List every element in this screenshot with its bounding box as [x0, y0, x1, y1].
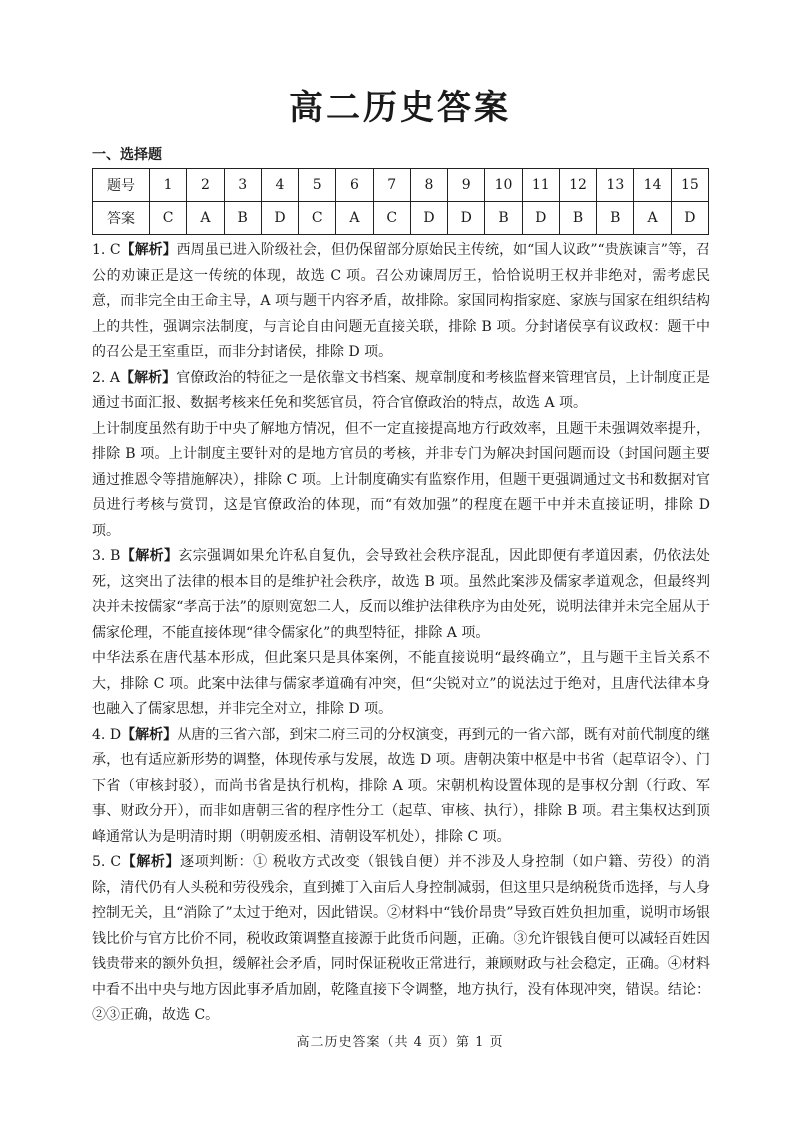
row-label-question-number: 题号: [93, 169, 150, 202]
explanation-text: 上计制度虽然有助于中央了解地方情况，但不一定直接提高地方行政效率，且题干未强调效率提升，排除 B 项。上计制度主要针对的是地方官员的考核，并非专门为解决封国问题而设（封国问题主要通过推恩令等措施解决），排除 C 项。上计制度确实有监察作用，但题干更强调通过文书和数据对官员进行考核与赏罚，这是官僚政治的体现，而“有效加强”的程度在题干中并未直接证明，排除 D 项。: [92, 420, 710, 539]
explanation-text: 玄宗强调如果允许私自复仇，会导致社会秩序混乱，因此即便有孝道因素，仍依法处死，这突出了法律的根本目的是维护社会秩序，故选 B 项。虽然此案涉及儒家孝道观念，但最终判决并未按儒家“孝高于法”的原则宽恕二人，反而以维护法律秩序为由处死，说明法律并未完全屈从于儒家伦理，不能直接体现“律令儒家化”的典型特征，排除 A 项。: [92, 548, 711, 641]
answer-cell: C: [373, 202, 410, 235]
explanations: [92, 238, 710, 1029]
explanation-text: 从唐的三省六部，到宋二府三司的分权演变，再到元的一省六部，既有对前代制度的继承，也有适应新形势的调整，体现传承与发展，故选 D 项。唐朝决策中枢是中书省（起草诏令）、门下省（审核封驳），而尚书省是执行机构，排除 A 项。宋朝机构设置体现的是事权分割（行政、军事、财政分开），而非如唐朝三省的程序性分工（起草、审核、执行），排除 B 项。君主集权达到顶峰通常认为是明清时期（明朝废丞相、清朝设军机处），排除 C 项。: [92, 726, 711, 845]
answer-cell: B: [597, 202, 634, 235]
explanation-item: [92, 723, 710, 851]
analysis-tag: 【解析】: [119, 369, 177, 386]
question-number-cell: 15: [671, 169, 708, 202]
answer-table: [92, 168, 709, 235]
answer-cell: B: [485, 202, 522, 235]
question-number-cell: 6: [336, 169, 373, 202]
analysis-tag: 【解析】: [121, 726, 178, 743]
question-number-cell: 1: [150, 169, 187, 202]
question-number-cell: 5: [299, 169, 336, 202]
answer-cell: D: [410, 202, 447, 235]
question-number-cell: 2: [187, 169, 224, 202]
question-number-cell: 8: [410, 169, 447, 202]
page-title: 高二历史答案: [289, 88, 511, 128]
answer-cell: D: [448, 202, 485, 235]
explanation-text: 官僚政治的特征之一是依靠文书档案、规章制度和考核监督来管理官员，上计制度正是通过书面汇报、数据考核来任免和奖惩官员，符合官僚政治的特点，故选 A 项。: [92, 369, 711, 411]
answer-cell: A: [187, 202, 224, 235]
analysis-tag: 【解析】: [120, 242, 177, 258]
explanation-item: [92, 544, 710, 646]
answer-row: [93, 202, 709, 235]
question-number-cell: 13: [597, 169, 634, 202]
question-number-cell: 11: [522, 169, 559, 202]
item-answer-label: 1. C: [92, 242, 121, 258]
answer-cell: D: [522, 202, 559, 235]
item-answer-label: 4. D: [92, 726, 122, 743]
explanation-text: 中华法系在唐代基本形成，但此案只是具体案例，不能直接说明“最终确立”，且与题干主旨关系不大，排除 C 项。此案中法律与儒家孝道确有冲突，但“尖锐对立”的说法过于绝对，且唐代法律本身也融入了儒家思想，并非完全对立，排除 D 项。: [92, 650, 710, 717]
question-number-cell: 9: [448, 169, 485, 202]
answer-cell: B: [224, 202, 261, 235]
explanation-item: [92, 850, 710, 1029]
page-footer: 高二历史答案（共 4 页）第 1 页: [296, 1035, 504, 1050]
explanation-text: 逐项判断：① 税收方式改变（银钱自便）并不涉及人身控制（如户籍、劳役）的消除，清代仍有人头税和劳役残余，直到摊丁入亩后人身控制减弱，但这里只是纳税货币选择，与人身控制无关，且“消除了”太过于绝对，因此错误。②材料中“钱价昂贵”导致百姓负担加重，说明市场银钱比价与官方比价不同，税收政策调整直接源于此货币问题，正确。③允许银钱自便可以减轻百姓因钱贵带来的额外负担，缓解社会矛盾，同时保证税收正常进行，兼顾财政与社会稳定，正确。④材料中看不出中央与地方因此事矛盾加剧，乾隆直接下令调整，地方执行，没有体现冲突，错误。结论：②③正确，故选 C。: [92, 854, 710, 1023]
explanation-item: [92, 238, 710, 366]
answer-cell: A: [634, 202, 671, 235]
analysis-tag: 【解析】: [121, 854, 181, 870]
explanation-continuation: [92, 417, 710, 545]
item-answer-label: 2. A: [92, 369, 120, 386]
question-number-cell: 10: [485, 169, 522, 202]
explanation-text: 西周虽已进入阶级社会，但仍保留部分原始民主传统，如“国人议政”“贵族谏言”等，召公的劝谏正是这一传统的体现，故选 C 项。召公劝谏周厉王，恰恰说明王权并非绝对，需考虑民意，而非完全由王命主导，A 项与题干内容矛盾，故排除。家国同构指家庭、家族与国家在组织结构上的共性，强调宗法制度，与言论自由问题无直接关联，排除 B 项。分封诸侯享有议政权：题干中的召公是王室重臣，而非分封诸侯，排除 D 项。: [92, 242, 710, 360]
answer-cell: C: [150, 202, 187, 235]
answer-cell: B: [559, 202, 596, 235]
row-label-answer: 答案: [93, 202, 150, 235]
answer-cell: A: [336, 202, 373, 235]
explanation-continuation: [92, 646, 710, 723]
answer-cell: D: [671, 202, 708, 235]
section-heading: 一、选择题: [92, 147, 162, 163]
explanation-item: [92, 366, 710, 417]
question-number-cell: 12: [559, 169, 596, 202]
answer-cell: C: [299, 202, 336, 235]
item-answer-label: 5. C: [92, 854, 122, 870]
question-number-cell: 3: [224, 169, 261, 202]
question-number-cell: 14: [634, 169, 671, 202]
answer-cell: D: [261, 202, 298, 235]
question-number-cell: 7: [373, 169, 410, 202]
question-number-row: [93, 169, 709, 202]
question-number-cell: 4: [261, 169, 298, 202]
item-answer-label: 3. B: [92, 548, 121, 564]
analysis-tag: 【解析】: [120, 548, 179, 564]
